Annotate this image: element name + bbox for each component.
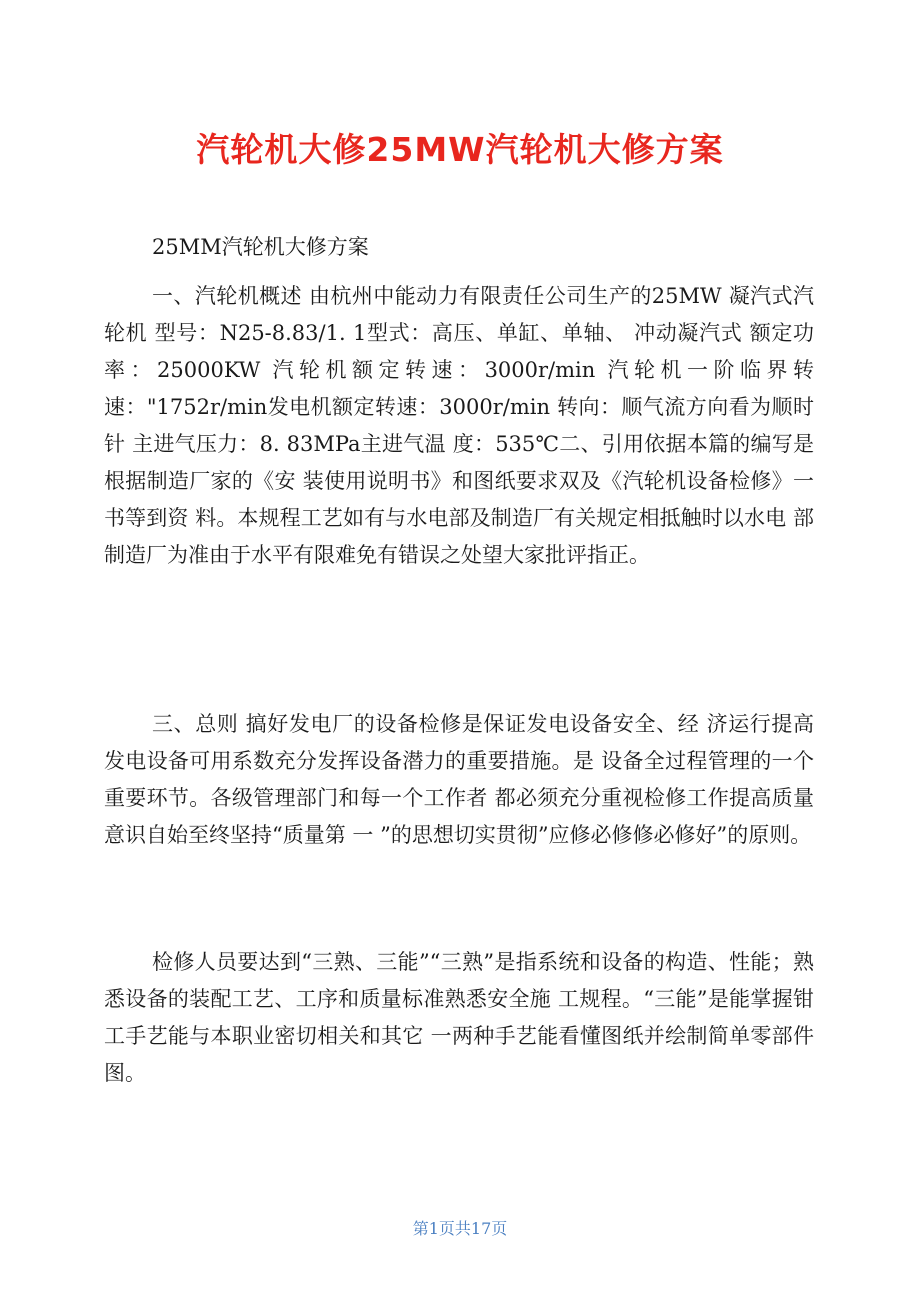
document-subtitle: 25MM汽轮机大修方案	[152, 235, 369, 259]
page-number-footer: 第1页共17页	[412, 1219, 508, 1238]
paragraph-general-principles: 三、总则 搞好发电厂的设备检修是保证发电设备安全、经 济运行提高发电设备可用系数充分发挥设备潜力的重要措施。是 设备全过程管理的一个重要环节。各级管理部门和每一个工作者 都必须充分重视检修工作提高质量意识自始至终坚持“质量第 一 ”的思想切实贯彻”应修必修修必修好”的原则。	[104, 712, 814, 847]
paragraph-staff-requirements: 检修人员要达到“三熟、三能”“三熟”是指系统和设备的构造、性能；熟悉设备的装配工艺、工序和质量标准熟悉安全施 工规程。“三能”是能掌握钳工手艺能与本职业密切相关和其它 一两种手艺能看懂图纸并绘制简单零部件图。	[104, 950, 814, 1085]
paragraph-overview: 一、汽轮机概述 由杭州中能动力有限责任公司生产的25MW 凝汽式汽轮机 型号：N25-8.83/1. 1型式：高压、单缸、单轴、 冲动凝汽式 额定功率：25000KW 汽轮机额定转速：3000r/min 汽轮机一阶临界转速："1752r/min发电机额定转速：3000r/min 转向：顺气流方向看为顺时针 主进气压力：8. 83MPa主进气温 度：535℃二、引用依据本篇的编写是根据制造厂家的《安 装使用说明书》和图纸要求双及《汽轮机设备检修》一书等到资 料。本规程工艺如有与水电部及制造厂有关规定相抵触时以水电 部制造厂为准由于水平有限难免有错误之处望大家批评指正。	[104, 284, 814, 567]
page-title: 汽轮机大修25MW汽轮机大修方案	[196, 130, 724, 169]
